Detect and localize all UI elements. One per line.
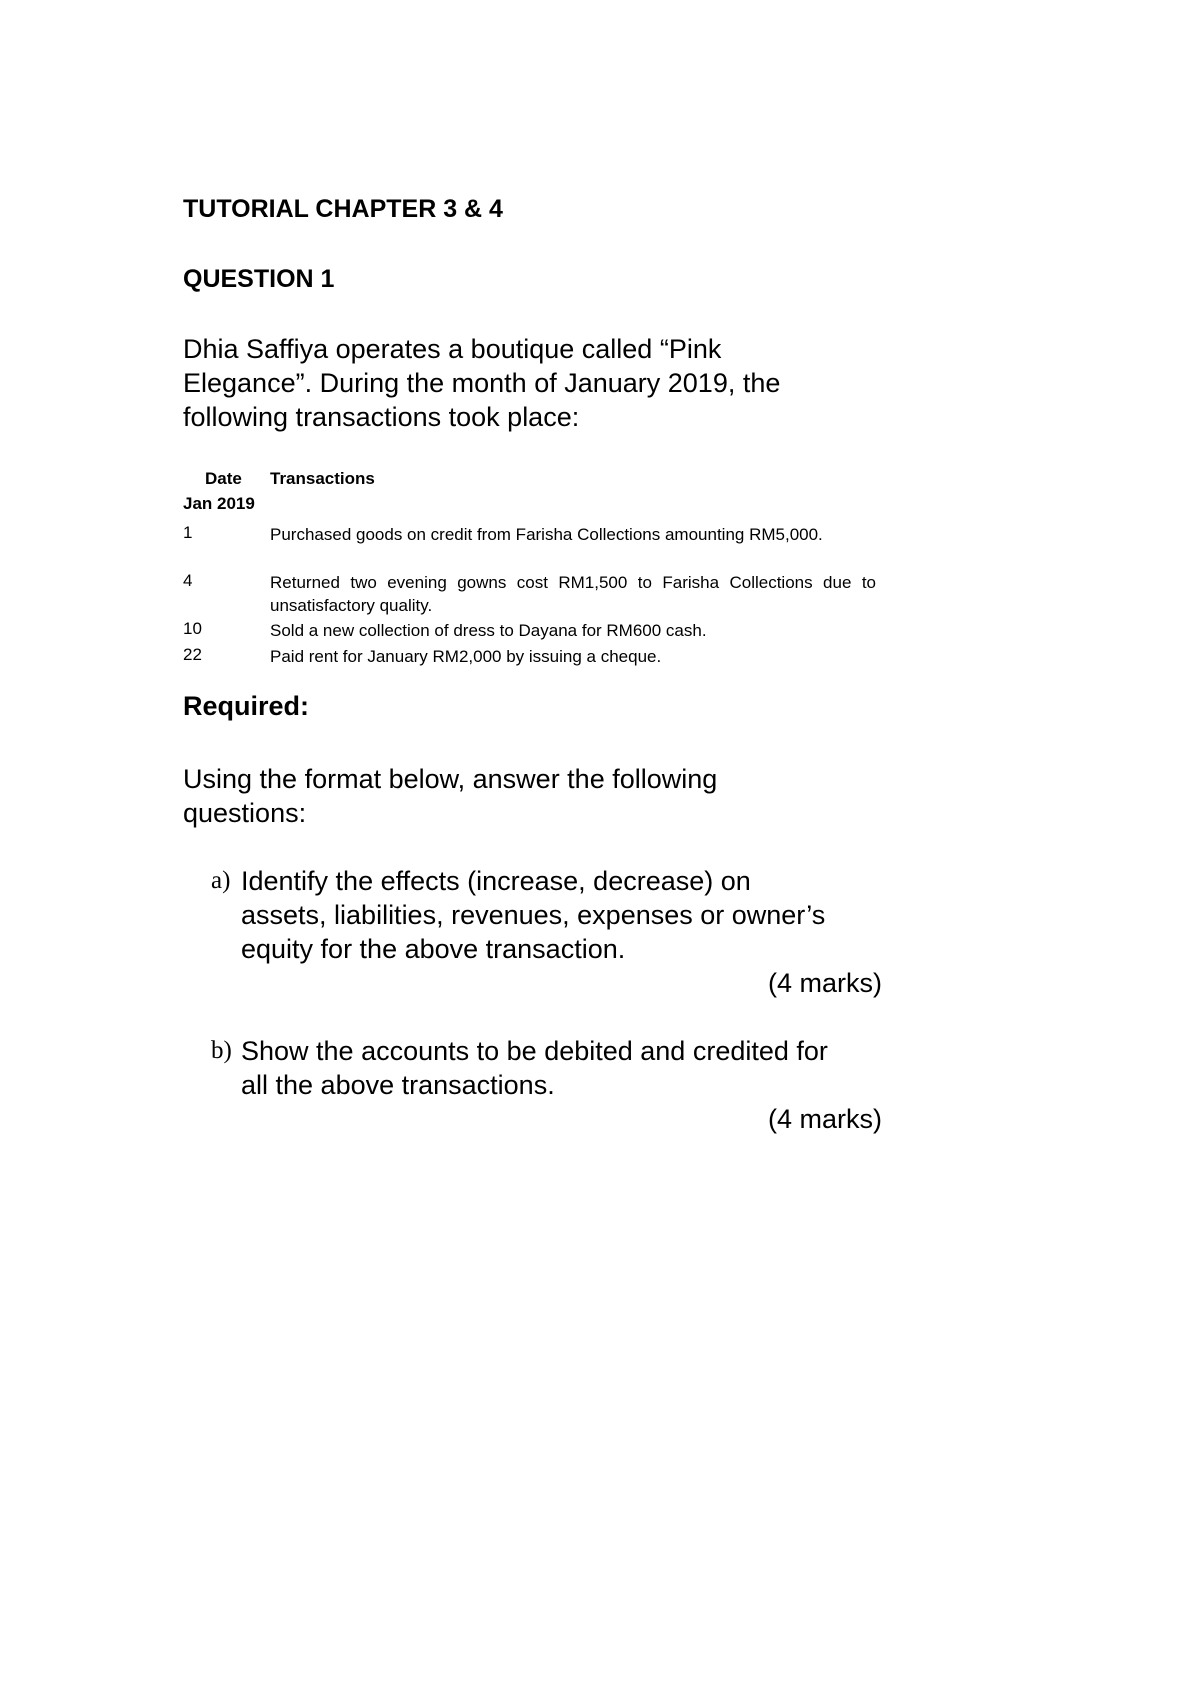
row-description: Paid rent for January RM2,000 by issuing a cheque. <box>270 647 662 666</box>
part-label: a) <box>211 867 231 894</box>
row-date: 1 <box>183 523 193 542</box>
intro-line: Elegance”. During the month of January 2019, the <box>183 368 781 398</box>
row-description: Purchased goods on credit from Farisha Collections amounting RM5,000. <box>270 525 823 544</box>
part-line: Show the accounts to be debited and credited for <box>241 1036 828 1066</box>
intro-line: Dhia Saffiya operates a boutique called “Pink <box>183 334 722 364</box>
part-line: all the above transactions. <box>241 1070 555 1100</box>
marks-label: (4 marks) <box>768 968 882 998</box>
part-label: b) <box>211 1037 232 1064</box>
part-text <box>241 1034 828 1102</box>
required-heading: Required: <box>183 691 310 721</box>
row-date: 4 <box>183 571 193 590</box>
part-line: assets, liabilities, revenues, expenses or owner’s <box>241 900 826 930</box>
tutorial-title: TUTORIAL CHAPTER 3 & 4 <box>183 195 503 223</box>
row-description: Sold a new collection of dress to Dayana for RM600 cash. <box>270 621 707 640</box>
row-date: 22 <box>183 645 202 664</box>
intro-line: following transactions took place: <box>183 402 580 432</box>
question-part-b <box>211 1034 828 1102</box>
part-line: equity for the above transaction. <box>241 934 626 964</box>
table-header-month: Jan 2019 <box>183 494 255 513</box>
part-line: Identify the effects (increase, decrease) on <box>241 866 751 896</box>
intro-paragraph <box>183 332 863 434</box>
instructions-line: Using the format below, answer the following <box>183 764 718 794</box>
instructions-line: questions: <box>183 798 307 828</box>
marks-label: (4 marks) <box>768 1104 882 1134</box>
row-description: Returned two evening gowns cost RM1,500 to Farisha Collections due to unsatisfactory quality. <box>270 573 876 615</box>
row-date: 10 <box>183 619 202 638</box>
table-header-transactions: Transactions <box>270 469 375 488</box>
question-heading: QUESTION 1 <box>183 265 335 293</box>
instructions-paragraph <box>183 762 717 830</box>
part-text <box>241 864 825 966</box>
question-part-a <box>211 864 825 966</box>
table-header-date: Date <box>205 469 242 488</box>
